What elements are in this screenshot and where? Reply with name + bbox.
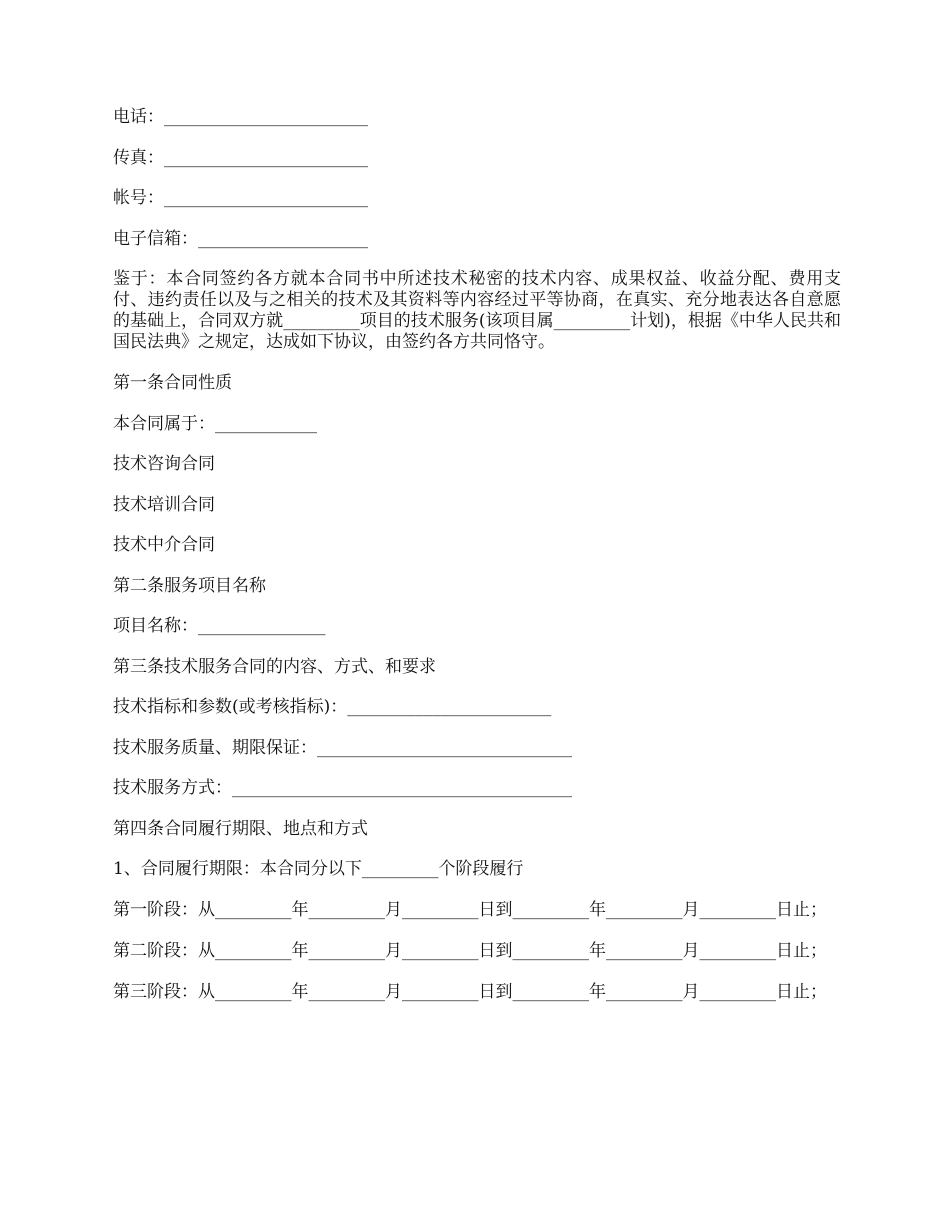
period-line: 1、合同履行期限：本合同分以下_________个阶段履行: [113, 859, 524, 879]
option-training: 技术培训合同: [113, 494, 215, 515]
article-1-title: 第一条合同性质: [113, 373, 232, 393]
email-line: 电子信箱：____________________: [113, 228, 368, 249]
account-line: 帐号：________________________: [113, 188, 368, 208]
option-consulting: 技术咨询合同: [113, 454, 215, 474]
project-name-line: 项目名称：_______________: [113, 616, 326, 636]
method-line: 技术服务方式：________________________________________: [113, 778, 572, 798]
contract-type-line: 本合同属于：____________: [113, 413, 317, 434]
stage-3-line: 第三阶段：从_________年_________月_________日到_________年_________月_________日止；: [113, 981, 827, 1002]
article-4-title: 第四条合同履行期限、地点和方式: [113, 818, 368, 839]
stage-2-line: 第二阶段：从_________年_________月_________日到_________年_________月_________日止；: [113, 940, 827, 961]
quality-line: 技术服务质量、期限保证：______________________________: [113, 737, 572, 758]
phone-line: 电话：________________________: [113, 107, 368, 127]
document-page: [113, 107, 841, 1023]
article-2-title: 第二条服务项目名称: [113, 575, 266, 596]
indicators-line: 技术指标和参数(或考核指标)：________________________: [113, 697, 552, 717]
preamble-paragraph: 鉴于：本合同签约各方就本合同书中所述技术秘密的技术内容、成果权益、收益分配、费用支付、违约责任以及与之相关的技术及其资料等内容经过平等协商，在真实、充分地表达各自意愿的基础上，合同双方就_________项目的技术服务(该项目属_________计划)，根据《中华人民共和国民法典》之规定，达成如下协议，由签约各方共同恪守。: [113, 269, 841, 352]
fax-line: 传真：________________________: [113, 147, 368, 168]
option-intermediary: 技术中介合同: [113, 535, 215, 555]
article-3-title: 第三条技术服务合同的内容、方式、和要求: [113, 656, 436, 677]
stage-1-line: 第一阶段：从_________年_________月_________日到_________年_________月_________日止；: [113, 899, 827, 920]
